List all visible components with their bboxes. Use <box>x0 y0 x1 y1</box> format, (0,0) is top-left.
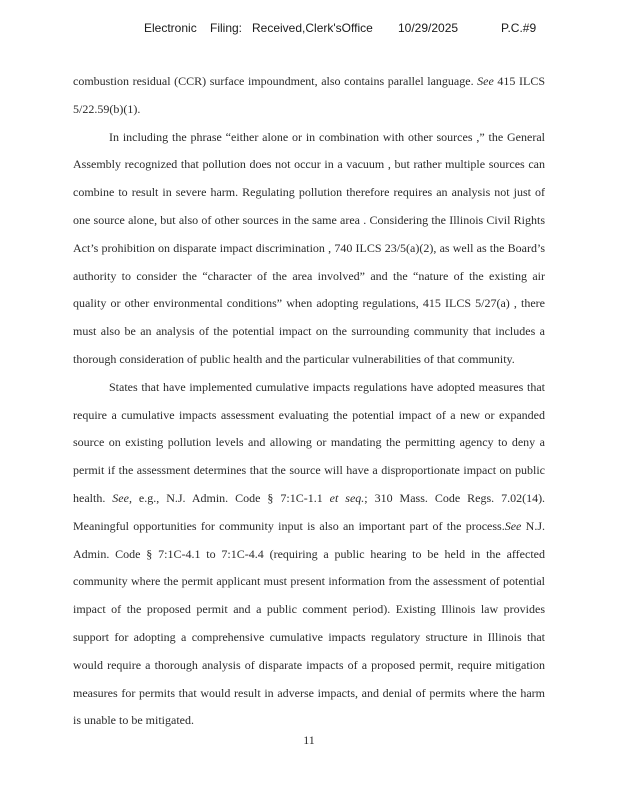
filing-header <box>0 21 618 37</box>
header-date: 10/29/2025 <box>398 21 459 35</box>
page-number: 11 <box>303 733 315 747</box>
paragraph-3-text-b: e.g., N.J. Admin. Code § 7:1C-1.1 <box>138 490 323 505</box>
citation: 415 ILCS 5/22.59(b)(1). <box>73 74 546 116</box>
header-pc-number: P.C.#9 <box>501 21 537 35</box>
paragraph-3-text-d: N.J. Admin. Code § 7:1C-4.1 to 7:1C-4.4 (requiring a public hearing to be held in the affected community where the permit applicant must present information from the assessment of potential impact of the proposed permit and a public comment period). Existing Illinois law provides support for adopting a comprehensive cumulative impacts regulatory structure in Illinois that would require a thorough analysis of disparate impacts of a proposed permit, require mitigation measures for permits that would result in adverse impacts, and denial of permits where the harm is unable to be mitigated. <box>73 518 545 728</box>
header-received: Received,Clerk'sOffice <box>252 21 373 35</box>
document-body <box>73 68 545 735</box>
header-filing: Filing: <box>210 21 243 35</box>
paragraph-2: In including the phrase “either alone or in combination with other sources ,” the General Assembly recognized that pollution does not occur in a vacuum , but rather multiple sources can combine to result in severe harm. Regulating pollution therefore requires an analysis not just of one source alone, but also of other sources in the same area . Considering the Illinois Civil Rights Act’s prohibition on disparate impact discrimination , 740 ILCS 23/5(a)(2), as well as the Board’s authority to consider the “character of the area involved” and the “nature of the existing air quality or other environmental conditions” when adopting regulations, 415 ILCS 5/27(a) , there must also be an analysis of the potential impact on the surrounding community that includes a thorough consideration of public health and the particular vulnerabilities of that community. <box>73 129 545 366</box>
paragraph-1-text: combustion residual (CCR) surface impoundment, also contains parallel language. <box>73 74 474 88</box>
see-signal: See <box>504 518 522 533</box>
paragraph-1 <box>73 68 545 124</box>
paragraph-3-text-c: ; 310 Mass. Code Regs. 7.02(14). Meaningful opportunities for community input is also an important part of the process. <box>73 490 546 533</box>
et-seq: et seq. <box>329 490 365 505</box>
paragraph-3 <box>73 374 545 735</box>
paragraph-3-text-a: States that have implemented cumulative impacts regulations have adopted measures that require a cumulative impacts assessment evaluating the potential impact of a new or expanded source on existing pollution levels and allowing or mandating the permitting agency to deny a permit if the assessment determines that the source will have a disproportionate impact on public health. <box>73 379 545 505</box>
see-signal: See, <box>112 490 132 505</box>
see-signal: See <box>477 74 494 88</box>
header-electronic: Electronic <box>144 21 197 35</box>
